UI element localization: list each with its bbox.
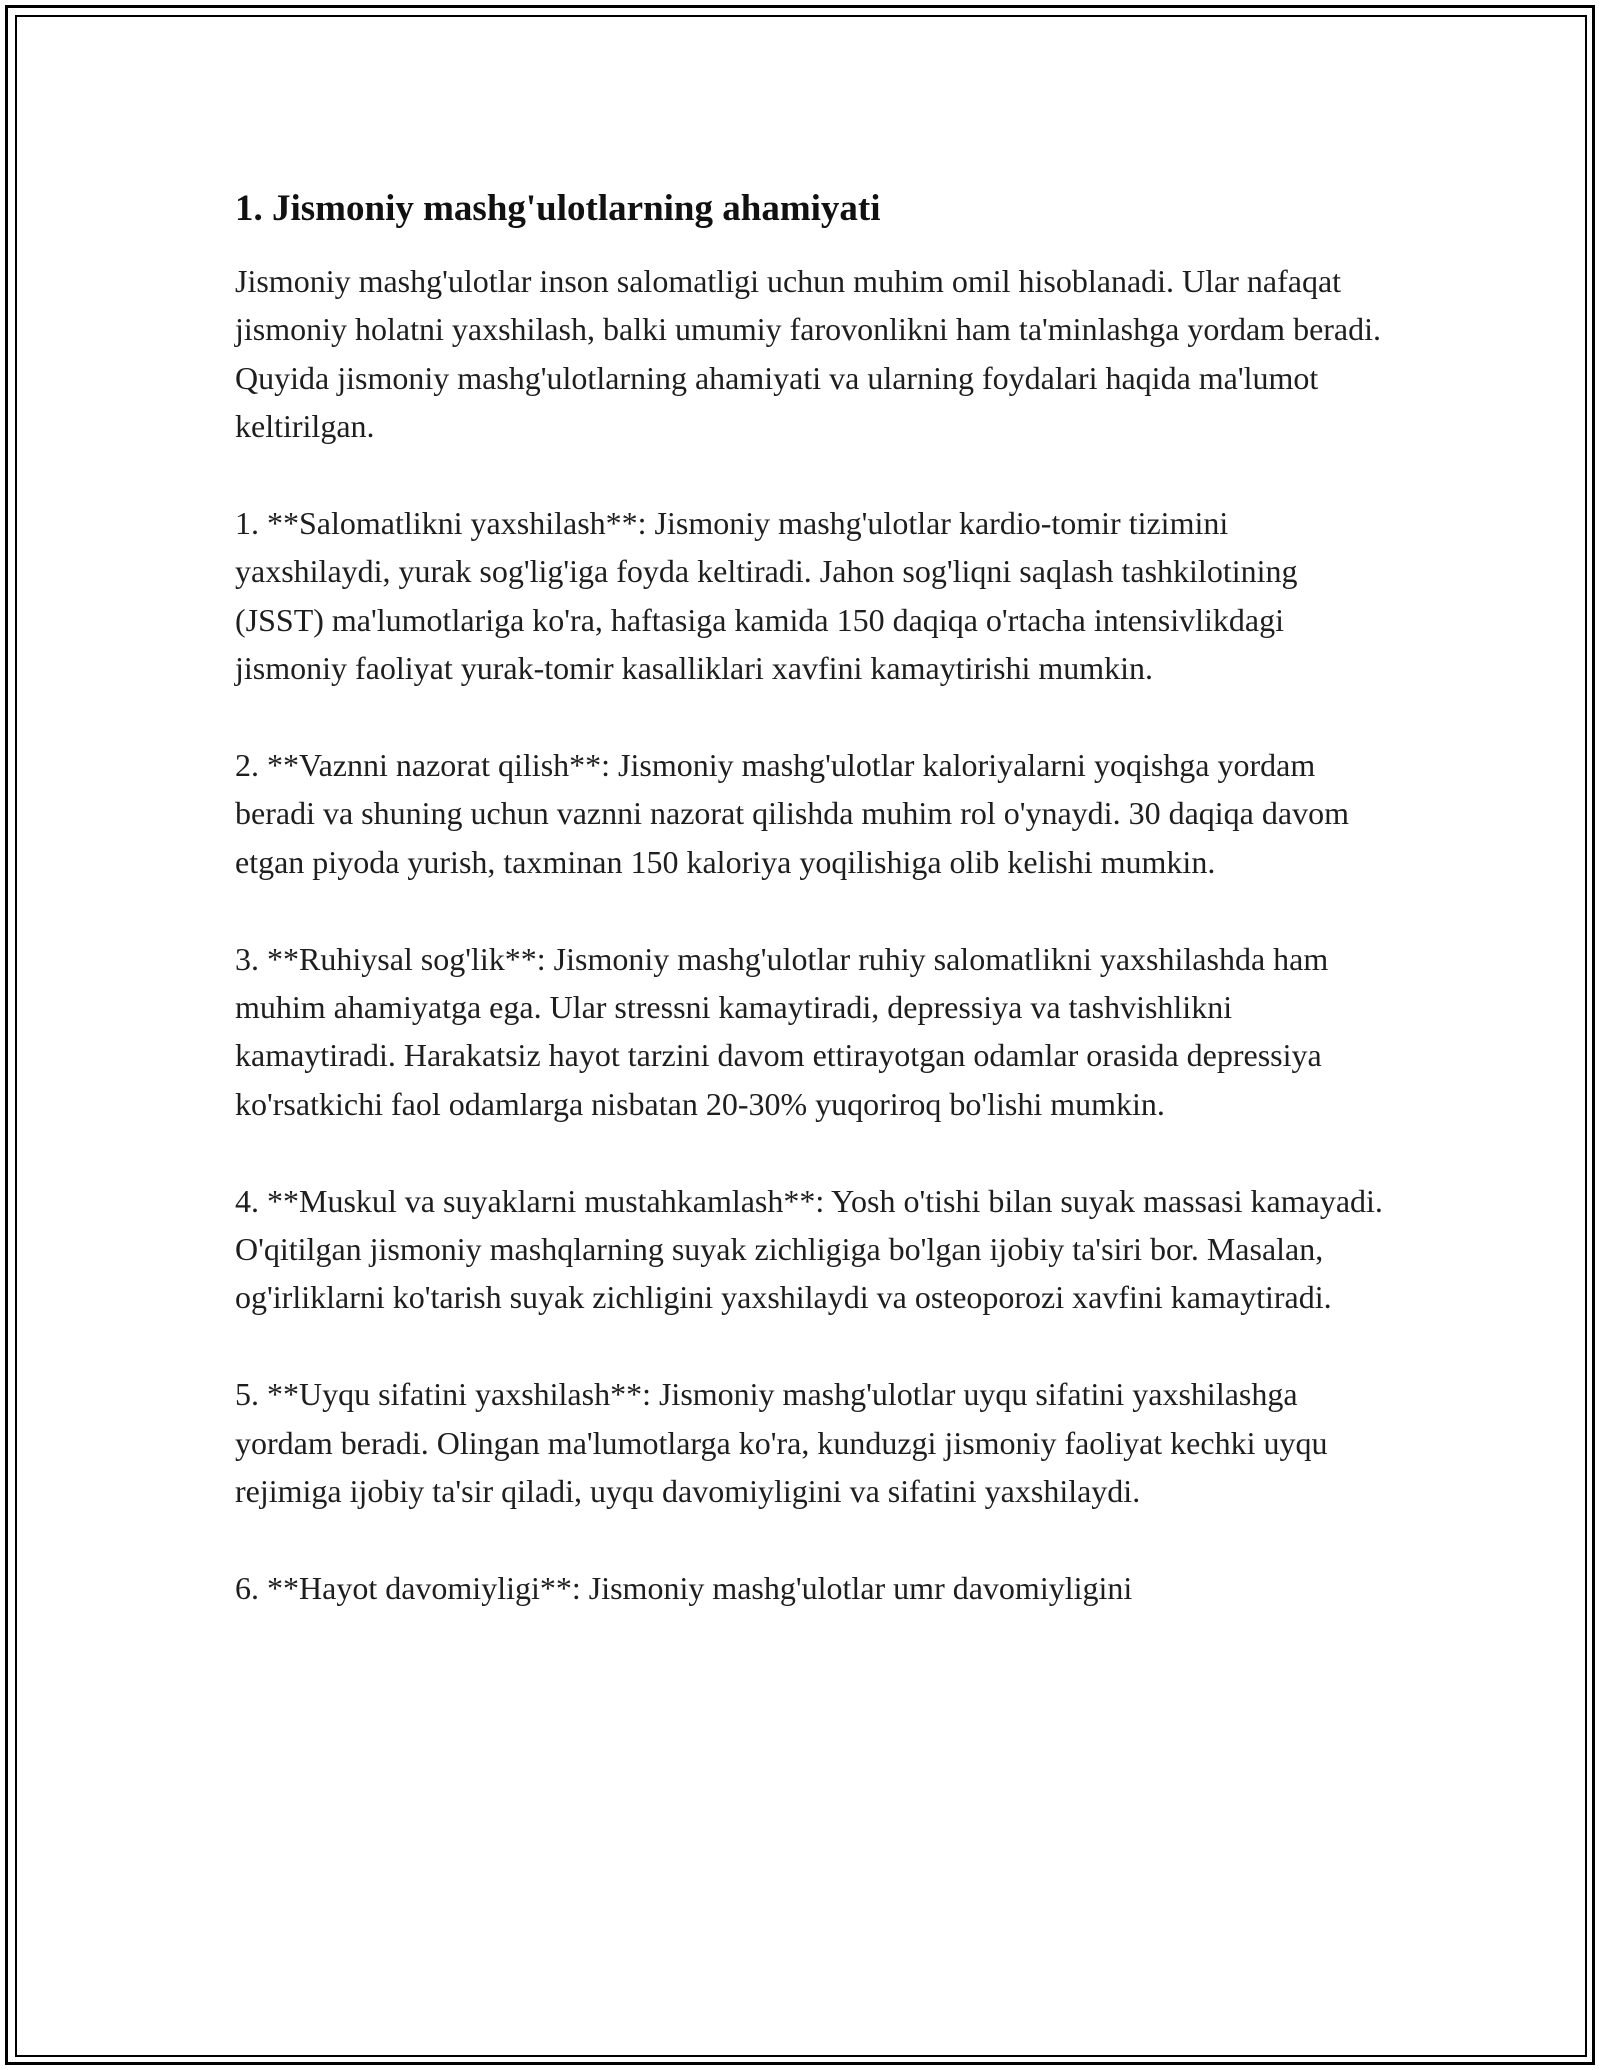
list-item-6: 6. **Hayot davomiyligi**: Jismoniy mashg'ulotlar umr davomiyligini <box>235 1569 1133 1606</box>
document-body <box>235 185 1385 1661</box>
list-item-5: 5. **Uyqu sifatini yaxshilash**: Jismoniy mashg'ulotlar uyqu sifatini yaxshilashga yordam beradi. Olingan ma'lumotlarga ko'ra, kunduzgi jismoniy faoliyat kechki uyqu rejimiga ijobiy ta'sir qiladi, uyqu davomiyligini va sifatini yaxshilaydi. <box>235 1376 1328 1510</box>
section-heading: 1. Jismoniy mashg'ulotlarning ahamiyati <box>235 188 881 229</box>
list-item-2: 2. **Vaznni nazorat qilish**: Jismoniy mashg'ulotlar kaloriyalarni yoqishga yordam beradi va shuning uchun vaznni nazorat qilishda muhim rol o'ynaydi. 30 daqiqa davom etgan piyoda yurish, taxminan 150 kaloriya yoqilishiga olib kelishi mumkin. <box>235 747 1349 880</box>
list-item-4: 4. **Muskul va suyaklarni mustahkamlash**: Yosh o'tishi bilan suyak massasi kamayadi. O'qitilgan jismoniy mashqlarning suyak zichligiga bo'lgan ijobiy ta'siri bor. Masalan, og'irliklarni ko'tarish suyak zichligini yaxshilaydi va osteoporozi xavfini kamaytiradi. <box>235 1182 1383 1316</box>
list-item-1: 1. **Salomatlikni yaxshilash**: Jismoniy mashg'ulotlar kardio-tomir tizimini yaxshilaydi, yurak sog'lig'iga foyda keltiradi. Jahon sog'liqni saqlash tashkilotining (JSST) ma'lumotlariga ko'ra, haftasiga kamida 150 daqiqa o'rtacha intensivlikdagi jismoniy faoliyat yurak-tomir kasalliklari xavfini kamaytirishi mumkin. <box>235 505 1298 687</box>
intro-paragraph: Jismoniy mashg'ulotlar inson salomatligi uchun muhim omil hisoblanadi. Ular nafaqat jismoniy holatni yaxshilash, balki umumiy farovonlikni ham ta'minlashga yordam beradi. Quyida jismoniy mashg'ulotlarning ahamiyati va ularning foydalari haqida ma'lumot keltirilgan. <box>235 263 1382 445</box>
list-item-3: 3. **Ruhiysal sog'lik**: Jismoniy mashg'ulotlar ruhiy salomatlikni yaxshilashda ham muhim ahamiyatga ega. Ular stressni kamaytiradi, depressiya va tashvishlikni kamaytiradi. Harakatsiz hayot tarzini davom ettirayotgan odamlar orasida depressiya ko'rsatkichi faol odamlarga nisbatan 20-30% yuqoriroq bo'lishi mumkin. <box>235 940 1329 1122</box>
